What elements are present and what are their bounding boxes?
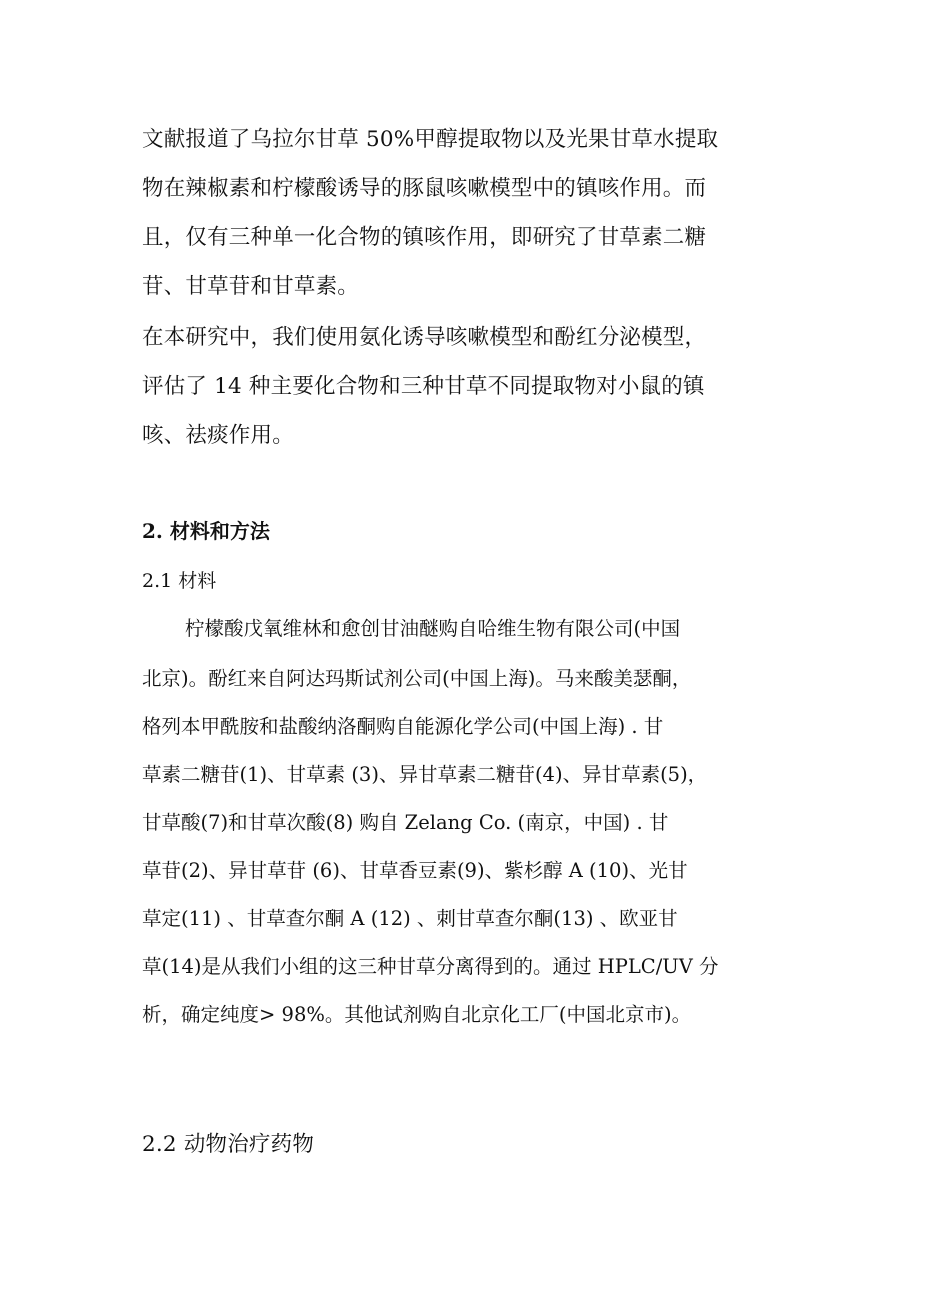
intro-paragraph-1-line-2: 物在辣椒素和柠檬酸诱导的豚鼠咳嗽模型中的镇咳作用。而 xyxy=(142,176,707,201)
materials-line-4: 草素二糖苷(1)、甘草素 (3)、异甘草素二糖苷(4)、异甘草素(5)， xyxy=(142,763,708,786)
materials-line-1: 柠檬酸戊氧维林和愈创甘油醚购自哈维生物有限公司(中国 xyxy=(185,617,681,640)
intro-paragraph-2-line-2: 评估了 14 种主要化合物和三种甘草不同提取物对小鼠的镇 xyxy=(142,374,705,399)
intro-paragraph-1-line-1: 文献报道了乌拉尔甘草 50%甲醇提取物以及光果甘草水提取 xyxy=(142,127,719,152)
materials-line-6: 草苷(2)、异甘草苷 (6)、甘草香豆素(9)、紫杉醇 A (10)、光甘 xyxy=(142,859,688,882)
intro-paragraph-1-line-3: 且，仅有三种单一化合物的镇咳作用，即研究了甘草素二糖 xyxy=(142,225,707,250)
intro-paragraph-2-line-3: 咳、祛痰作用。 xyxy=(142,423,294,448)
subsection-heading-animals: 2.2 动物治疗药物 xyxy=(142,1132,315,1157)
intro-paragraph-1-line-4: 苷、甘草苷和甘草素。 xyxy=(142,274,360,299)
intro-paragraph-2-line-1: 在本研究中，我们使用氨化诱导咳嗽模型和酚红分泌模型， xyxy=(142,325,707,350)
materials-line-7: 草定(11) 、甘草查尔酮 A (12) 、刺甘草查尔酮(13) 、欧亚甘 xyxy=(142,907,678,930)
subsection-heading-materials: 2.1 材料 xyxy=(142,570,217,592)
materials-line-3: 格列本甲酰胺和盐酸纳洛酮购自能源化学公司(中国上海) . 甘 xyxy=(142,715,664,738)
materials-line-8: 草(14)是从我们小组的这三种甘草分离得到的。通过 HPLC/UV 分 xyxy=(142,955,719,978)
materials-line-2: 北京)。酚红来自阿达玛斯试剂公司(中国上海)。马来酸美瑟酮， xyxy=(142,667,692,690)
section-heading: 2. 材料和方法 xyxy=(142,519,270,543)
materials-line-5: 甘草酸(7)和甘草次酸(8) 购自 Zelang Co. (南京，中国) . 甘 xyxy=(142,811,669,834)
materials-line-9: 析，确定纯度> 98%。其他试剂购自北京化工厂(中国北京市)。 xyxy=(142,1003,692,1026)
